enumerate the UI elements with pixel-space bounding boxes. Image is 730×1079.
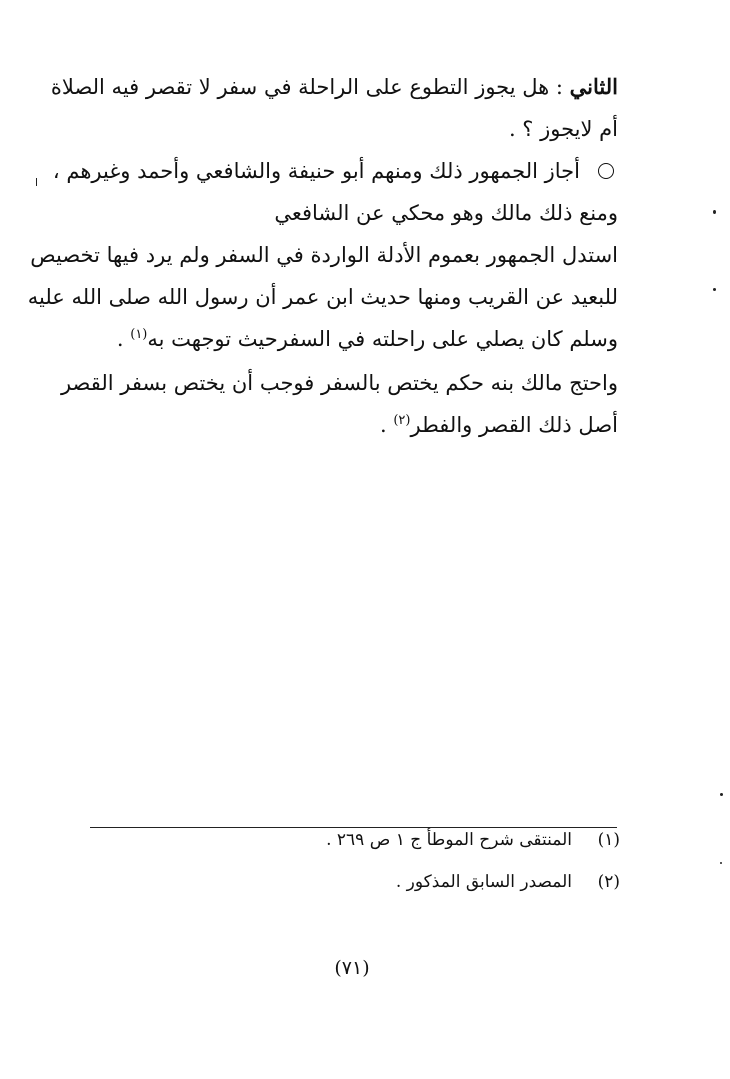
footnote-text: المصدر السابق المذكور . (395, 872, 572, 892)
footnote-text: المنتقى شرح الموطأ ج ١ ص ٢٦٩ . (326, 830, 572, 850)
footnote-number: (١) (597, 830, 620, 850)
scan-speck (713, 288, 716, 291)
body-line-6 (27, 282, 618, 312)
body-line-3 (52, 156, 618, 186)
scan-speck (713, 210, 716, 214)
footnote-2 (396, 870, 620, 894)
scan-speck (720, 793, 723, 796)
body-text: أم لايجوز ؟ . (508, 117, 618, 141)
body-line-9 (78, 410, 618, 440)
footnote-number: (٢) (597, 872, 620, 892)
footnote-ref[interactable]: (٢) (393, 413, 411, 428)
body-text: وسلم كان يصلي على راحلته في السفرحيث توجهت به (147, 327, 618, 351)
body-text: ومنع ذلك مالك وهو محكي عن الشافعي (274, 201, 618, 225)
section-lead: الثاني (569, 74, 618, 99)
body-line-1 (50, 72, 618, 102)
body-line-5 (30, 240, 618, 270)
circle-bullet-icon (598, 163, 614, 179)
body-line-8 (60, 368, 618, 398)
footnote-1 (326, 828, 620, 852)
body-text: استدل الجمهور بعموم الأدلة الواردة في السفر ولم يرد فيها تخصيص (30, 243, 618, 267)
body-text: أصل ذلك القصر والفطر (410, 413, 618, 437)
body-text: : هل يجوز التطوع على الراحلة في سفر لا تقصر فيه الصلاة (50, 75, 570, 99)
body-text: . (379, 413, 394, 437)
page-number: (٧١) (334, 957, 370, 979)
body-line-7 (78, 324, 618, 354)
scan-speck (36, 178, 37, 186)
scan-speck (720, 862, 722, 864)
body-text: للبعيد عن القريب ومنها حديث ابن عمر أن رسول الله صلى الله عليه (27, 285, 618, 309)
body-text: أجاز الجمهور ذلك ومنهم أبو حنيفة والشافعي وأحمد وغيرهم ، (52, 159, 580, 183)
footnote-ref[interactable]: (١) (130, 327, 148, 342)
body-line-4 (78, 198, 618, 228)
body-line-2 (78, 114, 618, 144)
body-text: واحتج مالك بنه حكم يختص بالسفر فوجب أن يختص بسفر القصر (60, 371, 618, 395)
body-text: . (116, 327, 131, 351)
